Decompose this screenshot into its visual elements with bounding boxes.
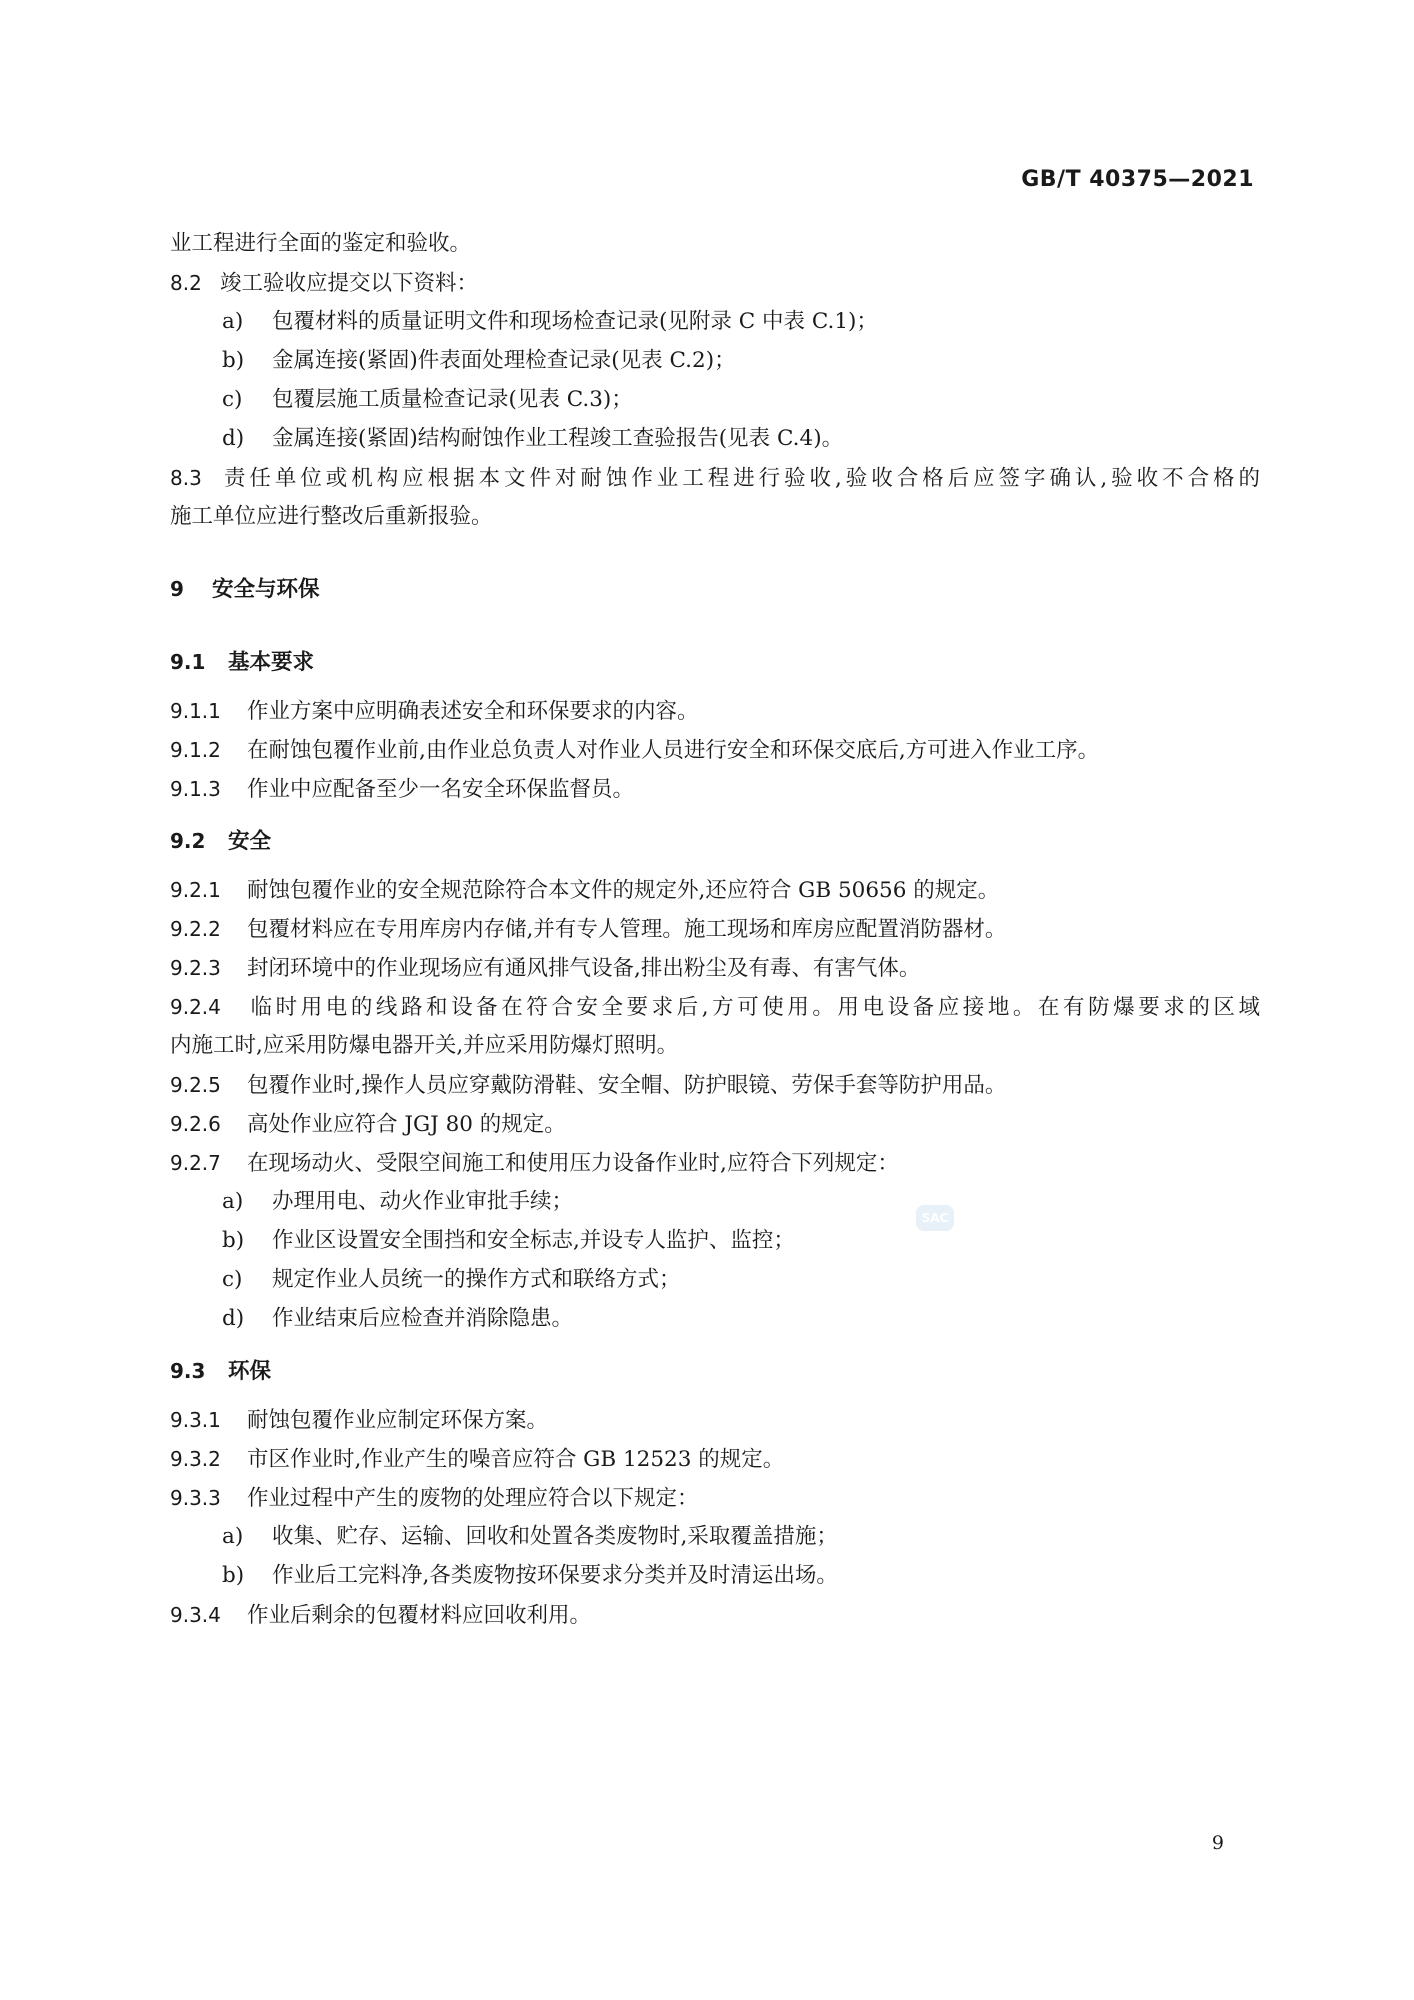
list-item (222, 424, 1312, 454)
heading-number: 9.3 (170, 1359, 206, 1383)
clause-number: 9.2.2 (170, 917, 221, 941)
clause-9-2-1 (170, 875, 1260, 906)
page-number: 9 (1211, 1832, 1224, 1854)
clause-text: 包覆作业时,操作人员应穿戴防滑鞋、安全帽、防护眼镜、劳保手套等防护用品。 (247, 1073, 1007, 1098)
list-item-label: c) (222, 387, 243, 412)
clause-9-3-1 (170, 1405, 1260, 1436)
paragraph-line: 业工程进行全面的鉴定和验收。 (170, 231, 472, 256)
list-item-text: 包覆材料的质量证明文件和现场检查记录(见附录 C 中表 C.1)； (272, 309, 878, 334)
clause-text: 责任单位或机构应根据本文件对耐蚀作业工程进行验收,验收合格后应签字确认,验收不合格的 (220, 466, 1260, 491)
clause-9-3-4 (170, 1600, 1260, 1631)
clause-text: 作业后剩余的包覆材料应回收利用。 (247, 1603, 592, 1628)
clause-number: 9.2.3 (170, 956, 221, 980)
clause-text: 封闭环境中的作业现场应有通风排气设备,排出粉尘及有毒、有害气体。 (247, 956, 921, 981)
clause-number: 9.3.3 (170, 1486, 221, 1510)
list-item-text: 收集、贮存、运输、回收和处置各类废物时,采取覆盖措施； (272, 1524, 838, 1549)
paragraph-line: 内施工时,应采用防爆电器开关,并应采用防爆灯照明。 (170, 1033, 679, 1058)
list-item (222, 307, 1312, 337)
clause-number: 9.2.4 (170, 995, 221, 1019)
list-item-label: d) (222, 426, 245, 451)
list-item-text: 包覆层施工质量检查记录(见表 C.3)； (272, 387, 633, 412)
list-item-text: 办理用电、动火作业审批手续； (272, 1189, 574, 1214)
heading-9 (170, 574, 1260, 605)
heading-text: 环保 (228, 1359, 272, 1384)
list-item-label: c) (222, 1267, 243, 1292)
clause-number: 9.1.2 (170, 738, 221, 762)
clause-number: 9.3.2 (170, 1447, 221, 1471)
sac-watermark-logo: SAC (916, 1205, 954, 1231)
list-item (222, 1561, 1312, 1591)
clause-text: 竣工验收应提交以下资料： (220, 271, 479, 296)
heading-number: 9.2 (170, 829, 206, 853)
list-item-label: a) (222, 309, 244, 334)
clause-9-2-3 (170, 953, 1260, 984)
clause-text: 包覆材料应在专用库房内存储,并有专人管理。施工现场和库房应配置消防器材。 (247, 917, 1007, 942)
list-item-label: b) (222, 1228, 245, 1253)
list-item-label: a) (222, 1524, 244, 1549)
list-item (222, 346, 1312, 376)
clause-9-2-6 (170, 1109, 1260, 1140)
clause-text: 市区作业时,作业产生的噪音应符合 GB 12523 的规定。 (247, 1447, 785, 1472)
clause-number: 8.3 (170, 466, 202, 490)
heading-text: 基本要求 (228, 650, 315, 675)
clause-9-1-3 (170, 774, 1260, 805)
clause-text: 高处作业应符合 JGJ 80 的规定。 (247, 1112, 566, 1137)
clause-number: 8.2 (170, 271, 202, 295)
clause-number: 9.3.1 (170, 1408, 221, 1432)
standard-code: GB/T 40375—2021 (1021, 167, 1254, 192)
clause-8-2 (170, 268, 1260, 299)
clause-number: 9.3.4 (170, 1603, 221, 1627)
clause-text: 作业中应配备至少一名安全环保监督员。 (247, 777, 635, 802)
clause-number: 9.2.5 (170, 1073, 221, 1097)
clause-number: 9.2.1 (170, 878, 221, 902)
list-item-text: 作业后工完料净,各类废物按环保要求分类并及时清运出场。 (272, 1563, 838, 1588)
heading-number: 9.1 (170, 650, 206, 674)
list-item-text: 作业结束后应检查并消除隐患。 (272, 1306, 574, 1331)
clause-text: 作业方案中应明确表述安全和环保要求的内容。 (247, 699, 699, 724)
list-item-label: b) (222, 348, 245, 373)
clause-number: 9.1.3 (170, 777, 221, 801)
paragraph-line: 施工单位应进行整改后重新报验。 (170, 504, 493, 529)
clause-8-3 (170, 463, 1260, 494)
heading-9-2 (170, 826, 1260, 857)
clause-text: 在现场动火、受限空间施工和使用压力设备作业时,应符合下列规定： (247, 1151, 899, 1176)
list-item-label: a) (222, 1189, 244, 1214)
clause-number: 9.2.6 (170, 1112, 221, 1136)
list-item-label: b) (222, 1563, 245, 1588)
clause-9-2-4 (170, 992, 1260, 1023)
list-item (222, 385, 1312, 415)
clause-9-2-7 (170, 1148, 1260, 1179)
clause-9-1-1 (170, 696, 1260, 727)
heading-number: 9 (170, 577, 184, 601)
list-item-text: 金属连接(紧固)结构耐蚀作业工程竣工查验报告(见表 C.4)。 (272, 426, 844, 451)
list-item (222, 1226, 1312, 1256)
list-item-text: 规定作业人员统一的操作方式和联络方式； (272, 1267, 681, 1292)
heading-9-1 (170, 647, 1260, 678)
clause-text: 耐蚀包覆作业的安全规范除符合本文件的规定外,还应符合 GB 50656 的规定。 (247, 878, 1000, 903)
list-item (222, 1187, 1312, 1217)
clause-number: 9.2.7 (170, 1151, 221, 1175)
list-item (222, 1522, 1312, 1552)
clause-text: 耐蚀包覆作业应制定环保方案。 (247, 1408, 549, 1433)
heading-9-3 (170, 1356, 1260, 1387)
clause-9-3-2 (170, 1444, 1260, 1475)
heading-text: 安全 (228, 829, 272, 854)
list-item (222, 1265, 1312, 1295)
list-item-text: 作业区设置安全围挡和安全标志,并设专人监护、监控； (272, 1228, 795, 1253)
heading-text: 安全与环保 (212, 577, 320, 602)
clause-9-3-3 (170, 1483, 1260, 1514)
clause-text: 在耐蚀包覆作业前,由作业总负责人对作业人员进行安全和环保交底后,方可进入作业工序。 (247, 738, 1100, 763)
clause-text: 作业过程中产生的废物的处理应符合以下规定： (247, 1486, 699, 1511)
clause-text: 临时用电的线路和设备在符合安全要求后,方可使用。用电设备应接地。在有防爆要求的区域 (247, 995, 1260, 1020)
list-item-label: d) (222, 1306, 245, 1331)
list-item (222, 1304, 1312, 1334)
list-item-text: 金属连接(紧固)件表面处理检查记录(见表 C.2)； (272, 348, 736, 373)
clause-9-2-5 (170, 1070, 1260, 1101)
clause-9-1-2 (170, 735, 1260, 766)
clause-9-2-2 (170, 914, 1260, 945)
clause-number: 9.1.1 (170, 699, 221, 723)
